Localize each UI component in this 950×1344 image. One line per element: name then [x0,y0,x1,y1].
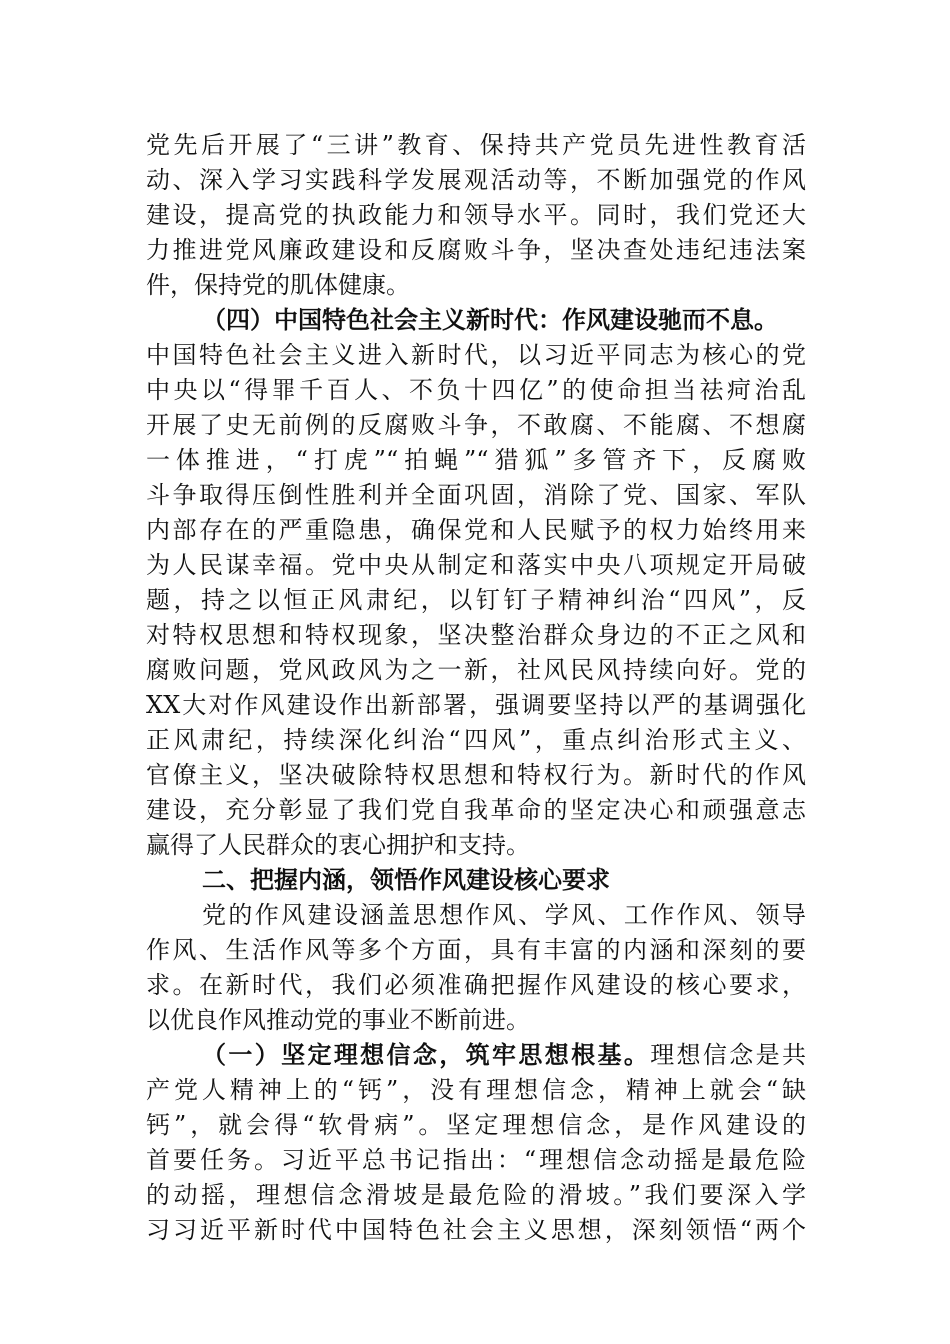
body-text-line: 的动摇，理想信念滑坡是最危险的滑坡。”我们要深入学 [146,1181,806,1209]
body-text-line: 党的作风建设涵盖思想作风、学风、工作作风、领导 [202,901,806,929]
body-text-line: 钙”，就会得“软骨病”。坚定理想信念，是作风建设的 [146,1111,806,1139]
body-text-line: 开展了史无前例的反腐败斗争，不敢腐、不能腐、不想腐 [146,411,806,439]
body-text-line: 对特权思想和特权现象，坚决整治群众身边的不正之风和 [146,621,806,649]
body-text-line: 习习近平新时代中国特色社会主义思想，深刻领悟“两个 [146,1216,806,1244]
body-text-line: 建设，提高党的执政能力和领导水平。同时，我们党还大 [146,201,806,229]
body-text-fragment: 理想信念是共 [650,1041,807,1069]
section-heading: 二、把握内涵，领悟作风建设核心要求 [202,866,610,894]
subsection-heading: （四）中国特色社会主义新时代：作风建设驰而不息。 [202,305,778,334]
body-text-line: 首要任务。习近平总书记指出：“理想信念动摇是最危险 [146,1146,806,1174]
body-text-line: 求。在新时代，我们必须准确把握作风建设的核心要求， [146,971,806,999]
body-text-line: 一体推进，“打虎”“拍蝇”“猎狐”多管齐下，反腐败 [146,446,806,474]
subsection-lead-line [202,1038,806,1072]
body-text-line: 以优良作风推动党的事业不断前进。 [146,1006,530,1034]
body-text-line: 动、深入学习实践科学发展观活动等，不断加强党的作风 [146,166,806,194]
body-text-line: 件，保持党的肌体健康。 [146,271,410,299]
subsection-lead-line [202,303,806,337]
body-text-line: XX大对作风建设作出新部署，强调要坚持以严的基调强化 [146,691,806,719]
body-text-line: 力推进党风廉政建设和反腐败斗争，坚决查处违纪违法案 [146,236,806,264]
body-text-line: 为人民谋幸福。党中央从制定和落实中央八项规定开局破 [146,551,806,579]
body-text-line: 中国特色社会主义进入新时代，以习近平同志为核心的党 [146,341,806,369]
body-text-line: 建设，充分彰显了我们党自我革命的坚定决心和顽强意志 [146,796,806,824]
subsection-heading: （一）坚定理想信念，筑牢思想根基。 [202,1040,651,1069]
body-text-line: 党先后开展了“三讲”教育、保持共产党员先进性教育活 [146,131,806,159]
body-text-line: 腐败问题，党风政风为之一新，社风民风持续向好。党的 [146,656,806,684]
body-text-line: 题，持之以恒正风肃纪，以钉钉子精神纠治“四风”，反 [146,586,806,614]
body-text-line: 正风肃纪，持续深化纠治“四风”，重点纠治形式主义、 [146,726,806,754]
body-text-line: 官僚主义，坚决破除特权思想和特权行为。新时代的作风 [146,761,806,789]
body-text-line: 斗争取得压倒性胜利并全面巩固，消除了党、国家、军队 [146,481,806,509]
body-text-line: 中央以“得罪千百人、不负十四亿”的使命担当祛疴治乱 [146,376,806,404]
body-text-line: 赢得了人民群众的衷心拥护和支持。 [146,831,530,859]
body-text-line: 作风、生活作风等多个方面，具有丰富的内涵和深刻的要 [146,936,806,964]
body-text-line: 产党人精神上的“钙”，没有理想信念，精神上就会“缺 [146,1076,806,1104]
body-text-line: 内部存在的严重隐患，确保党和人民赋予的权力始终用来 [146,516,806,544]
